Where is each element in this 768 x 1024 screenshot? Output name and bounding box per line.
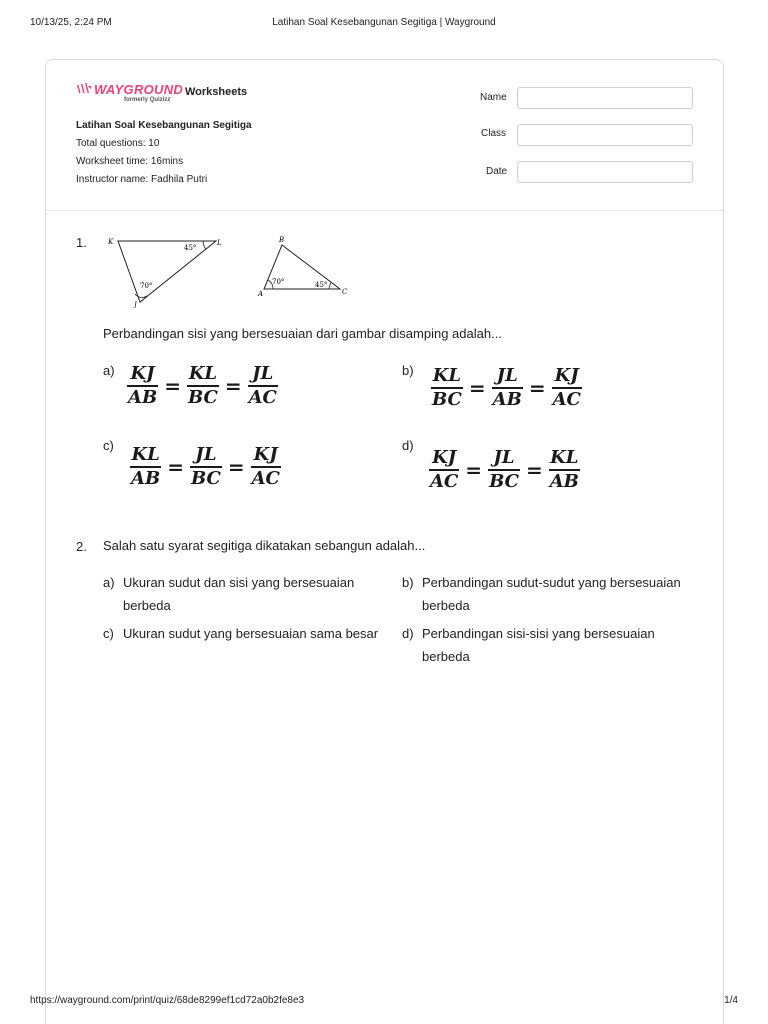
name-label: Name (480, 92, 507, 103)
equals-sign: = (525, 458, 543, 482)
vertex-a: A (258, 290, 264, 298)
class-field[interactable] (517, 124, 693, 146)
fraction (248, 365, 278, 407)
fraction (190, 446, 222, 488)
denominator: BC (489, 471, 519, 492)
q2-option-c-text[interactable] (123, 622, 378, 645)
fraction (492, 367, 523, 409)
q2-option-b-text[interactable] (422, 571, 681, 617)
triangle-abc (257, 236, 348, 298)
total-questions: Total questions: 10 (76, 138, 160, 149)
question-1-text: Perbandingan sisi yang bersesuaian dari gambar disamping adalah... (103, 326, 502, 341)
option-line: berbeda (123, 598, 171, 613)
print-datetime: 10/13/25, 2:24 PM (30, 17, 112, 28)
date-field[interactable] (517, 161, 693, 183)
fraction (429, 449, 459, 491)
equals-sign: = (227, 455, 245, 479)
numerator: KJ (554, 365, 579, 386)
option-line: Ukuran sudut dan sisi yang bersesuaian (123, 575, 355, 590)
equals-sign: = (224, 374, 242, 398)
option-line: berbeda (422, 598, 470, 613)
wayground-logo (76, 81, 186, 111)
q2-option-d-label[interactable]: d) (402, 626, 414, 641)
vertex-j: J (134, 301, 137, 308)
numerator: KL (550, 447, 579, 468)
q1-option-b-label[interactable]: b) (402, 363, 414, 378)
class-label: Class (481, 128, 507, 139)
print-title: Latihan Soal Kesebangunan Segitiga | Wayground (272, 17, 496, 28)
vertex-k: K (108, 238, 114, 246)
denominator: BC (187, 387, 218, 408)
denominator: AB (128, 387, 158, 408)
fraction (130, 446, 161, 488)
q1-option-c-equation[interactable] (130, 446, 281, 488)
numerator: KJ (253, 444, 278, 465)
q2-option-a-label[interactable]: a) (103, 575, 115, 590)
fraction (488, 449, 520, 491)
option-line: berbeda (422, 649, 470, 664)
equals-sign: = (465, 458, 483, 482)
name-field[interactable] (517, 87, 693, 109)
option-line: Perbandingan sudut-sudut yang bersesuaian (422, 575, 681, 590)
denominator: BC (190, 468, 221, 489)
instructor-name: Instructor name: Fadhila Putri (76, 174, 208, 185)
print-header (30, 17, 738, 31)
page-number: 1/4 (724, 995, 738, 1006)
denominator: AC (248, 387, 277, 408)
q1-option-d-label[interactable]: d) (402, 438, 414, 453)
angle-j-70: 70° (140, 282, 153, 290)
numerator: JL (493, 447, 515, 468)
option-line: Ukuran sudut yang bersesuaian sama besar (123, 626, 379, 641)
worksheet-title: Latihan Soal Kesebangunan Segitiga (76, 120, 252, 131)
wayground-logo-icon (76, 83, 92, 95)
question-2-text: Salah satu syarat segitiga dikatakan sebangun adalah... (103, 538, 426, 553)
vertex-l: L (217, 239, 222, 247)
numerator: KJ (130, 363, 155, 384)
option-line: Perbandingan sisi-sisi yang bersesuaian (422, 626, 655, 641)
print-footer (30, 995, 738, 1009)
numerator: JL (195, 444, 217, 465)
equals-sign: = (468, 376, 486, 400)
denominator: BC (432, 389, 462, 410)
vertex-b: B (279, 236, 285, 244)
numerator: KL (432, 365, 462, 386)
q1-option-c-label[interactable]: c) (103, 438, 114, 453)
question-2-number: 2. (76, 539, 87, 554)
q2-option-a-text[interactable] (123, 571, 354, 617)
numerator: KL (131, 444, 160, 465)
fraction (549, 449, 580, 491)
q2-option-b-label[interactable]: b) (402, 575, 414, 590)
denominator: AC (552, 389, 581, 410)
fraction (187, 365, 219, 407)
q2-option-d-text[interactable] (422, 622, 655, 668)
angle-a-70: 70° (272, 278, 285, 286)
denominator: AB (131, 468, 161, 489)
q1-option-a-label[interactable]: a) (103, 363, 115, 378)
vertex-c: C (342, 288, 348, 296)
denominator: AC (251, 468, 280, 489)
print-url: https://wayground.com/print/quiz/68de8299ef1cd72a0b2fe8e3 (30, 995, 305, 1006)
worksheet-header (46, 60, 723, 211)
fraction (251, 446, 281, 488)
question-1-figure (104, 232, 359, 308)
q1-option-b-equation[interactable] (431, 367, 582, 409)
worksheet-card (45, 59, 724, 1024)
logo-text: WAYGROUND (94, 82, 184, 97)
fraction (127, 365, 158, 407)
fraction (431, 367, 463, 409)
numerator: KL (188, 363, 218, 384)
worksheets-label: Worksheets (185, 86, 248, 98)
q1-option-d-equation[interactable] (429, 449, 580, 491)
numerator: JL (496, 365, 518, 386)
numerator: KJ (432, 447, 457, 468)
angle-l-45: 45° (184, 244, 197, 252)
q2-option-c-label[interactable]: c) (103, 626, 114, 641)
equals-sign: = (164, 374, 181, 398)
numerator: JL (252, 363, 274, 384)
equals-sign: = (528, 376, 546, 400)
fraction (552, 367, 582, 409)
denominator: AC (430, 471, 459, 492)
angle-c-45: 45° (315, 281, 328, 289)
question-1-number: 1. (76, 235, 87, 250)
denominator: AB (549, 471, 579, 492)
logo-subtitle: formerly Quizizz (124, 97, 171, 103)
worksheet-time: Worksheet time: 16mins (76, 156, 184, 167)
denominator: AB (492, 389, 522, 410)
date-label: Date (486, 166, 508, 177)
triangle-kjl (107, 238, 222, 308)
q1-option-a-equation[interactable] (127, 365, 278, 407)
equals-sign: = (167, 455, 184, 479)
